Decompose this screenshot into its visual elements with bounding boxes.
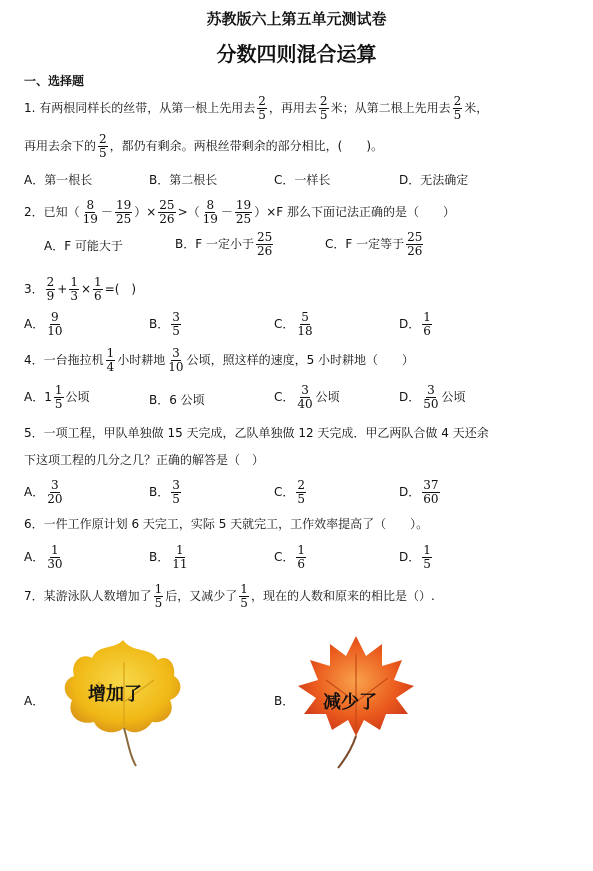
fraction: [69, 276, 79, 303]
q1-text-part: ，再用去: [268, 101, 317, 115]
numerator: 1: [51, 543, 59, 557]
numerator: 5: [301, 310, 309, 324]
denominator: 3: [70, 289, 78, 303]
q7-text-part: 7．某游泳队人数增加了: [24, 589, 152, 603]
fraction: [106, 347, 116, 374]
numerator: 1: [240, 582, 248, 596]
q5-option-a[interactable]: [24, 479, 66, 506]
numerator: 3: [427, 383, 435, 397]
q6-option-d[interactable]: [399, 544, 434, 571]
numerator: 2: [99, 132, 107, 146]
denominator: 6: [94, 289, 102, 303]
fraction: [257, 95, 267, 122]
fraction: [171, 479, 181, 506]
q7-option-a[interactable]: A．: [24, 694, 45, 708]
numerator: 1: [176, 543, 184, 557]
denominator: 5: [154, 596, 163, 610]
q5-option-d[interactable]: [399, 479, 442, 506]
denominator: 5: [319, 108, 328, 122]
leaf-label-b: 减少了: [323, 692, 377, 713]
denominator: 5: [54, 397, 63, 411]
fraction: [154, 583, 164, 610]
fraction: [296, 544, 306, 571]
section-heading: 一、选择题: [24, 74, 85, 88]
denominator: 19: [202, 212, 218, 226]
fraction: [171, 544, 188, 571]
q3-text-part: =( ): [104, 282, 137, 296]
numerator: 8: [86, 198, 95, 212]
numerator: 1: [154, 582, 163, 596]
numerator: 25: [159, 198, 175, 212]
numerator: 1: [54, 383, 63, 397]
numerator: 37: [423, 478, 439, 492]
numerator: 3: [172, 310, 180, 324]
question-7-line: [24, 583, 435, 610]
q5-option-b[interactable]: [149, 479, 183, 506]
q7-option-b[interactable]: B．: [274, 694, 295, 708]
denominator: 30: [47, 557, 63, 571]
numerator: 19: [115, 198, 132, 212]
denominator: 10: [168, 360, 184, 374]
fraction: [46, 479, 63, 506]
denominator: 5: [99, 146, 107, 160]
minus-sign: －: [220, 205, 233, 219]
q1-option-d[interactable]: D．无法确定: [399, 173, 469, 187]
q3-option-a[interactable]: [24, 311, 66, 338]
denominator: 6: [297, 557, 306, 571]
option-label: C．: [274, 550, 295, 564]
q3-option-b[interactable]: [149, 311, 183, 338]
fraction: [235, 199, 252, 226]
q4-option-d[interactable]: [399, 384, 466, 411]
denominator: 5: [172, 492, 180, 506]
fraction: [46, 544, 63, 571]
denominator: 25: [115, 212, 132, 226]
page-header-title: 苏教版六上第五单元测试卷: [206, 10, 387, 28]
numerator: 19: [235, 198, 252, 212]
option-label: C．: [274, 317, 295, 331]
option-label: B．: [149, 485, 170, 499]
fraction: [239, 583, 249, 610]
question-5-line-2: 下这项工程的几分之几？正确的解答是（ ）: [24, 453, 265, 467]
q5-option-c[interactable]: [274, 479, 308, 506]
q4-text-part: 4．一台拖拉机: [24, 353, 104, 367]
denominator: 5: [240, 596, 248, 610]
option-label: D．: [399, 390, 421, 404]
q1-text-part: 米，: [464, 101, 489, 115]
q6-option-c[interactable]: [274, 544, 308, 571]
q7-text-part: 后，又减少了: [165, 589, 238, 603]
q3-text-part: 3．: [24, 282, 44, 296]
q7-text-part: ，现在的人数和原来的相比是（）.: [250, 589, 435, 603]
q2-option-b-label: B．F 一定小于: [175, 237, 254, 251]
question-5-line-1: 5．一项工程，甲队单独做 15 天完成，乙队单独做 12 天完成．甲乙两队合做 4 天还余: [24, 426, 489, 440]
fraction: [46, 276, 56, 303]
q2-text-part: 2．已知（: [24, 205, 80, 219]
q1-option-a[interactable]: A．第一根长: [24, 173, 93, 187]
denominator: 4: [106, 360, 115, 374]
denominator: 6: [423, 324, 431, 338]
question-1-line-1: [24, 95, 488, 122]
denominator: 25: [235, 212, 252, 226]
denominator: 5: [297, 492, 306, 506]
unit-label: 公顷: [315, 390, 340, 404]
denominator: 40: [297, 397, 313, 411]
numerator: 2: [319, 94, 328, 108]
numerator: 3: [301, 383, 309, 397]
numerator: 3: [51, 478, 59, 492]
q4-text-part: 公顷，照这样的速度，5 小时耕地（ ）: [186, 353, 415, 367]
denominator: 60: [423, 492, 439, 506]
q2-option-c-label: C．F 一定等于: [325, 237, 405, 251]
numerator: 3: [172, 478, 180, 492]
fraction: [422, 479, 439, 506]
q1-text-part: 米；从第二根上先用去: [330, 101, 451, 115]
denominator: 50: [423, 397, 439, 411]
fraction: [82, 199, 99, 226]
fraction: [256, 231, 273, 258]
denominator: 20: [47, 492, 63, 506]
denominator: 5: [453, 108, 462, 122]
denominator: 11: [172, 557, 188, 571]
numerator: 1: [94, 275, 102, 289]
option-label: A．: [24, 317, 45, 331]
fraction: [46, 311, 63, 338]
numerator: 3: [172, 346, 180, 360]
question-3-line: [24, 276, 136, 303]
option-label: A．: [24, 485, 45, 499]
denominator: 19: [82, 212, 98, 226]
times-sign: ×: [80, 282, 92, 296]
question-1-line-2: [24, 133, 383, 160]
option-label: A．: [24, 550, 45, 564]
q4-option-a[interactable]: [24, 384, 90, 411]
fraction: [158, 199, 175, 226]
numerator: 9: [51, 310, 59, 324]
fraction: [422, 544, 432, 571]
numerator: 25: [407, 230, 423, 244]
denominator: 26: [159, 212, 175, 226]
fraction: [296, 479, 306, 506]
denominator: 9: [46, 289, 55, 303]
fraction: [296, 384, 313, 411]
q3-option-c[interactable]: [274, 311, 316, 338]
question-2-line: [24, 199, 455, 226]
numerator: 1: [423, 310, 431, 324]
numerator: 2: [297, 478, 306, 492]
numerator: 1: [297, 543, 306, 557]
numerator: 25: [256, 230, 273, 244]
q4-option-c[interactable]: [274, 384, 340, 411]
fraction: [171, 311, 181, 338]
option-label: D．: [399, 550, 421, 564]
fraction: [54, 384, 64, 411]
fraction: [296, 311, 313, 338]
question-4-line: [24, 347, 414, 374]
numerator: 1: [106, 346, 115, 360]
option-label: D．: [399, 485, 421, 499]
q1-text-part: ，都仍有剩余。两根丝带剩余的部分相比，( )。: [109, 139, 384, 153]
fraction: [319, 95, 329, 122]
fraction: [115, 199, 132, 226]
q6-option-a[interactable]: [24, 544, 66, 571]
numerator: 2: [258, 94, 266, 108]
fraction: [93, 276, 103, 303]
numerator: 2: [453, 94, 462, 108]
denominator: 10: [47, 324, 63, 338]
option-label: C．: [274, 485, 295, 499]
denominator: 18: [297, 324, 313, 338]
q1-option-c[interactable]: C．一样长: [274, 173, 331, 187]
denominator: 5: [172, 324, 180, 338]
unit-label: 公顷: [441, 390, 466, 404]
leaf-label-a: 增加了: [88, 684, 142, 705]
q2-option-a[interactable]: A．F 可能大于: [44, 239, 123, 253]
fraction: [98, 133, 108, 160]
q1-option-b[interactable]: B．第二根长: [149, 173, 218, 187]
fraction: [422, 311, 432, 338]
q1-text-part: 再用去余下的: [24, 139, 97, 153]
q1-text-part: 1. 有两根同样长的丝带，从第一根上先用去: [24, 101, 256, 115]
numerator: 2: [46, 275, 55, 289]
denominator: 26: [256, 244, 273, 258]
numerator: 1: [423, 543, 431, 557]
question-6-line: 6．一件工作原计划 6 天完工，实际 5 天就完工，工作效率提高了（ ）。: [24, 517, 429, 531]
fraction: [202, 199, 219, 226]
unit-label: 公顷: [65, 390, 90, 404]
denominator: 5: [258, 108, 266, 122]
plus-sign: +: [57, 282, 68, 296]
denominator: 26: [407, 244, 423, 258]
denominator: 5: [423, 557, 431, 571]
q2-text-part: ）×: [134, 205, 157, 219]
minus-sign: －: [100, 205, 113, 219]
q6-option-b[interactable]: [149, 544, 191, 571]
option-label: B．: [149, 317, 170, 331]
q4-option-b[interactable]: B．6 公顷: [149, 393, 205, 407]
option-label: D．: [399, 317, 421, 331]
fraction: [453, 95, 463, 122]
q2-option-b[interactable]: [175, 231, 275, 258]
page-subtitle: 分数四则混合运算: [216, 42, 377, 66]
q3-option-d[interactable]: [399, 311, 434, 338]
option-label: B．: [149, 550, 170, 564]
fraction: [167, 347, 184, 374]
numerator: 8: [206, 198, 215, 212]
q2-text-part: ）×F 那么下面记法正确的是（ ）: [254, 205, 455, 219]
option-label: A．1: [24, 390, 52, 404]
q4-text-part: 小时耕地: [117, 353, 166, 367]
fraction: [406, 231, 423, 258]
option-label: C．: [274, 390, 295, 404]
q2-option-c[interactable]: [325, 231, 425, 258]
fraction: [422, 384, 439, 411]
numerator: 1: [70, 275, 78, 289]
q2-text-part: >（: [177, 205, 200, 219]
